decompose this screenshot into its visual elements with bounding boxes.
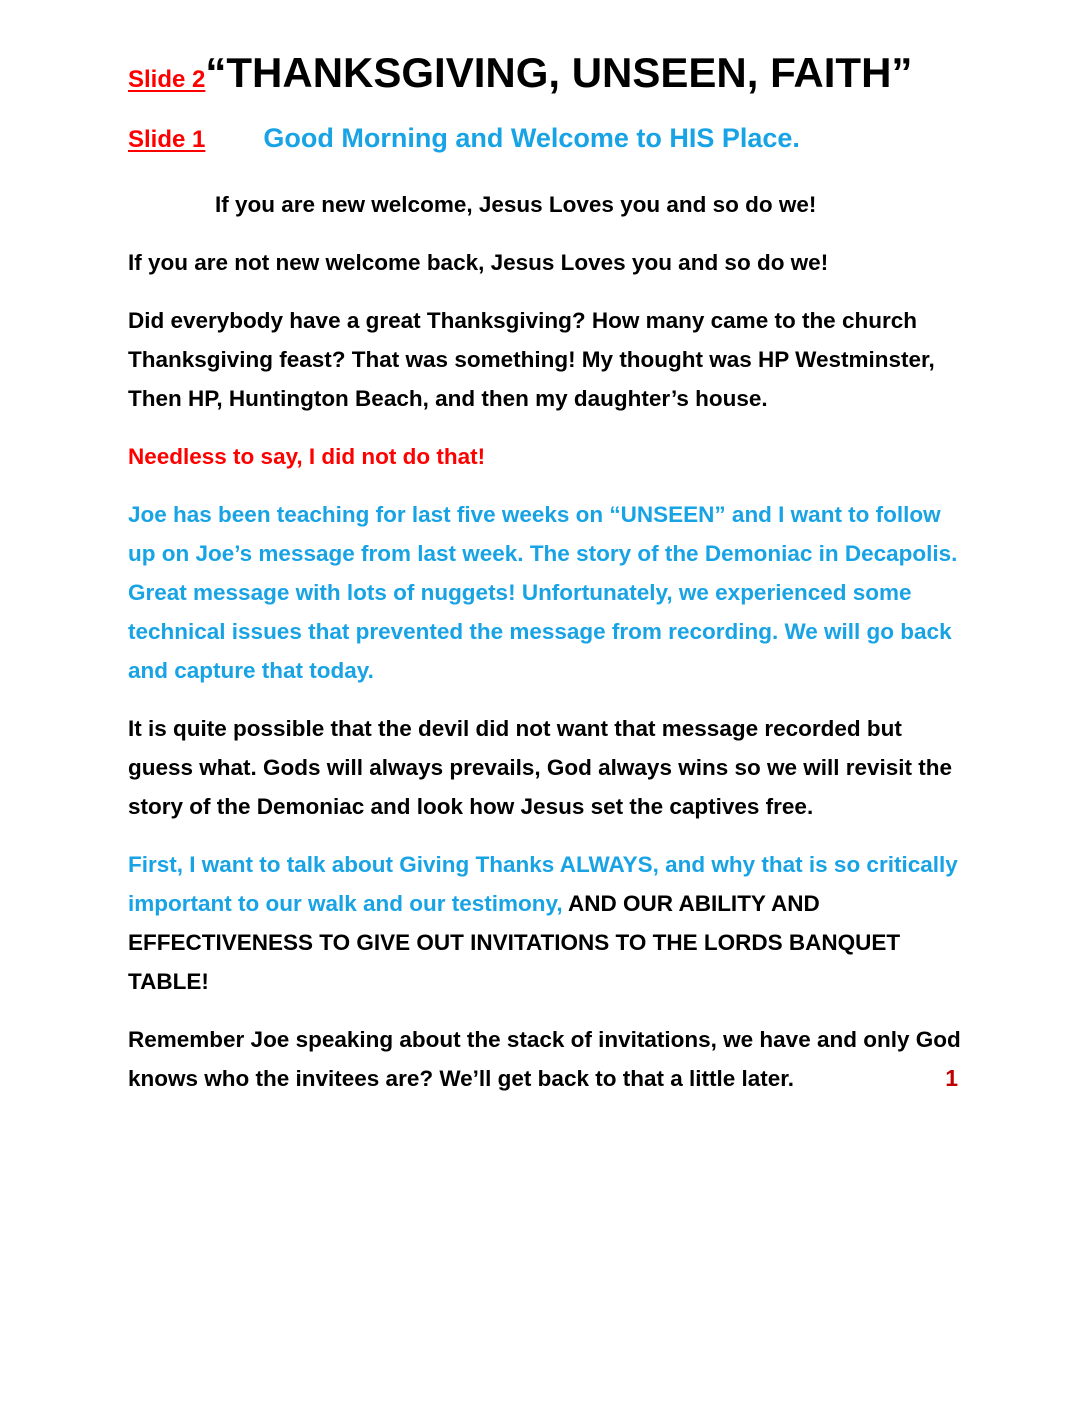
subtitle-line: [128, 122, 964, 155]
paragraph-joe-teaching: Joe has been teaching for last five weeks on “UNSEEN” and I want to follow up on Joe’s message from last week. The story of the Demoniac in Decapolis. Great message with lots of nuggets! Unfortunately, we experienced some technical issues that prevented the message from recording. We will go back and capture that today.: [128, 501, 958, 683]
paragraph-remember: [128, 1020, 964, 1098]
page-title: “THANKSGIVING, UNSEEN, FAITH”: [205, 49, 913, 96]
slide-1-label: Slide 1: [128, 126, 206, 154]
paragraph-remember-text: Remember Joe speaking about the stack of invitations, we have and only God knows who the invitees are? We’ll get back to that a little later.: [128, 1026, 961, 1091]
paragraph-first-blue-segment: First, I want to talk about Giving Thanks ALWAYS, and why that is so critically important to our walk and our testimony,: [128, 851, 958, 916]
greeting-heading: Good Morning and Welcome to HIS Place.: [263, 123, 800, 154]
paragraph-first-mixed: [128, 845, 964, 1001]
paragraph-first-black-segment: AND OUR ABILITY AND EFFECTIVENESS TO GIVE OUT INVITATIONS TO THE LORDS BANQUET TABLE!: [128, 890, 901, 994]
paragraph-thanksgiving: Did everybody have a great Thanksgiving? How many came to the church Thanksgiving feast? That was something! My thought was HP Westminster, Then HP, Huntington Beach, and then my daughter’s house.: [128, 307, 935, 411]
paragraph-welcome-new: If you are new welcome, Jesus Loves you and so do we!: [215, 191, 817, 217]
paragraph-devil: It is quite possible that the devil did not want that message recorded but guess what. Gods will always prevails, God always wins so we will revisit the story of the Demoniac and look how Jesus set the captives free.: [128, 715, 953, 819]
paragraph-needless: Needless to say, I did not do that!: [128, 443, 486, 469]
slide-2-label: Slide 2: [128, 66, 206, 93]
title-line: [128, 50, 964, 96]
paragraph-welcome-back: If you are not new welcome back, Jesus Loves you and so do we!: [128, 249, 829, 275]
page-number: 1: [945, 1064, 958, 1091]
